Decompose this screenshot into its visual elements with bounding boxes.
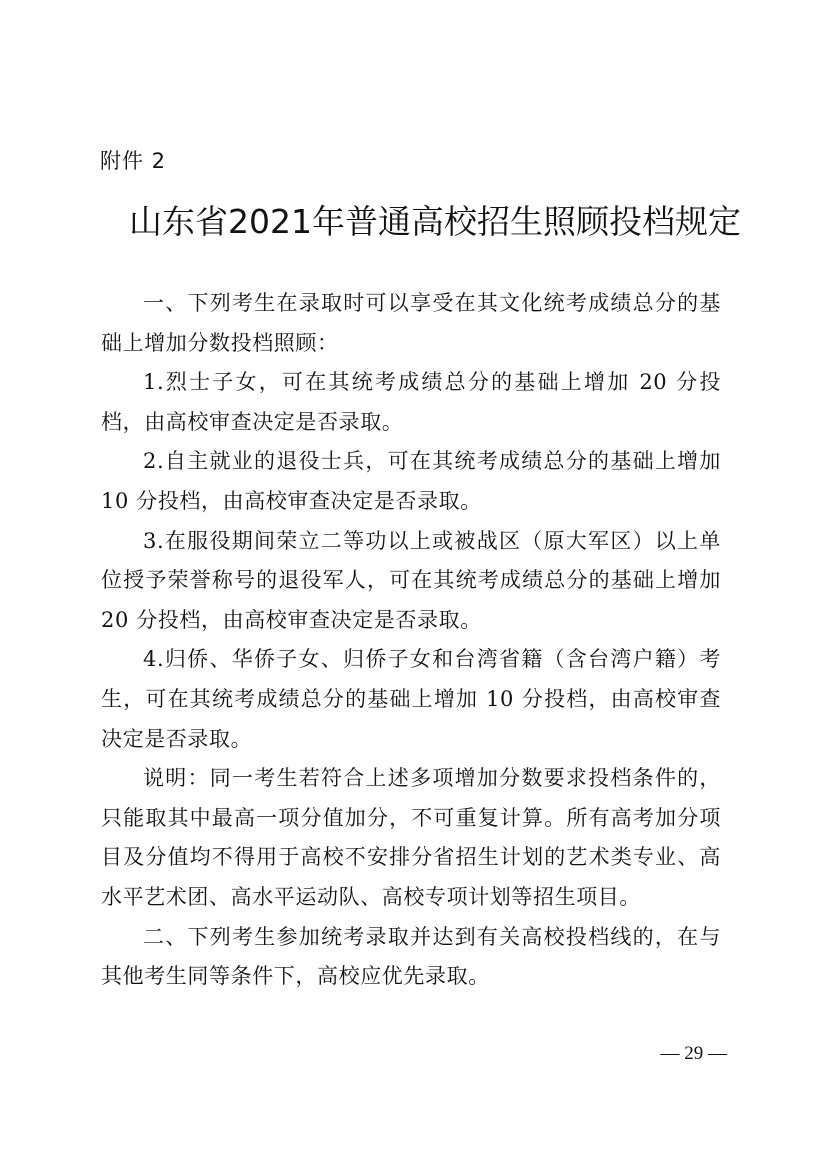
paragraph-item-1: 1.烈士子女，可在其统考成绩总分的基础上增加 20 分投档，由高校审查决定是否录取。: [101, 370, 721, 434]
paragraph-item-2: 2.自主就业的退役士兵，可在其统考成绩总分的基础上增加 10 分投档，由高校审查决定是否录取。: [101, 449, 721, 513]
paragraph-item-3: 3.在服役期间荣立二等功以上或被战区（原大军区）以上单位授予荣誉称号的退役军人，可在其统考成绩总分的基础上增加 20 分投档，由高校审查决定是否录取。: [101, 528, 721, 632]
document-body: [101, 284, 721, 997]
paragraph-note: 说明：同一考生若符合上述多项增加分数要求投档条件的，只能取其中最高一项分值加分，不可重复计算。所有高考加分项目及分值均不得用于高校不安排分省招生计划的艺术类专业、高水平艺术团、高水平运动队、高校专项计划等招生项目。: [101, 766, 721, 909]
page-number: — 29 —: [660, 1043, 727, 1064]
paragraph-section-2: 二、下列考生参加统考录取并达到有关高校投档线的，在与其他考生同等条件下，高校应优先录取。: [101, 924, 721, 989]
attachment-label: 附件 2: [100, 149, 167, 173]
document-title: 山东省2021年普通高校招生照顾投档规定: [129, 202, 741, 241]
paragraph-intro: 一、下列考生在录取时可以享受在其文化统考成绩总分的基础上增加分数投档照顾：: [101, 291, 721, 355]
paragraph-item-4: 4.归侨、华侨子女、归侨子女和台湾省籍（含台湾户籍）考生，可在其统考成绩总分的基础上增加 10 分投档，由高校审查决定是否录取。: [101, 647, 721, 751]
